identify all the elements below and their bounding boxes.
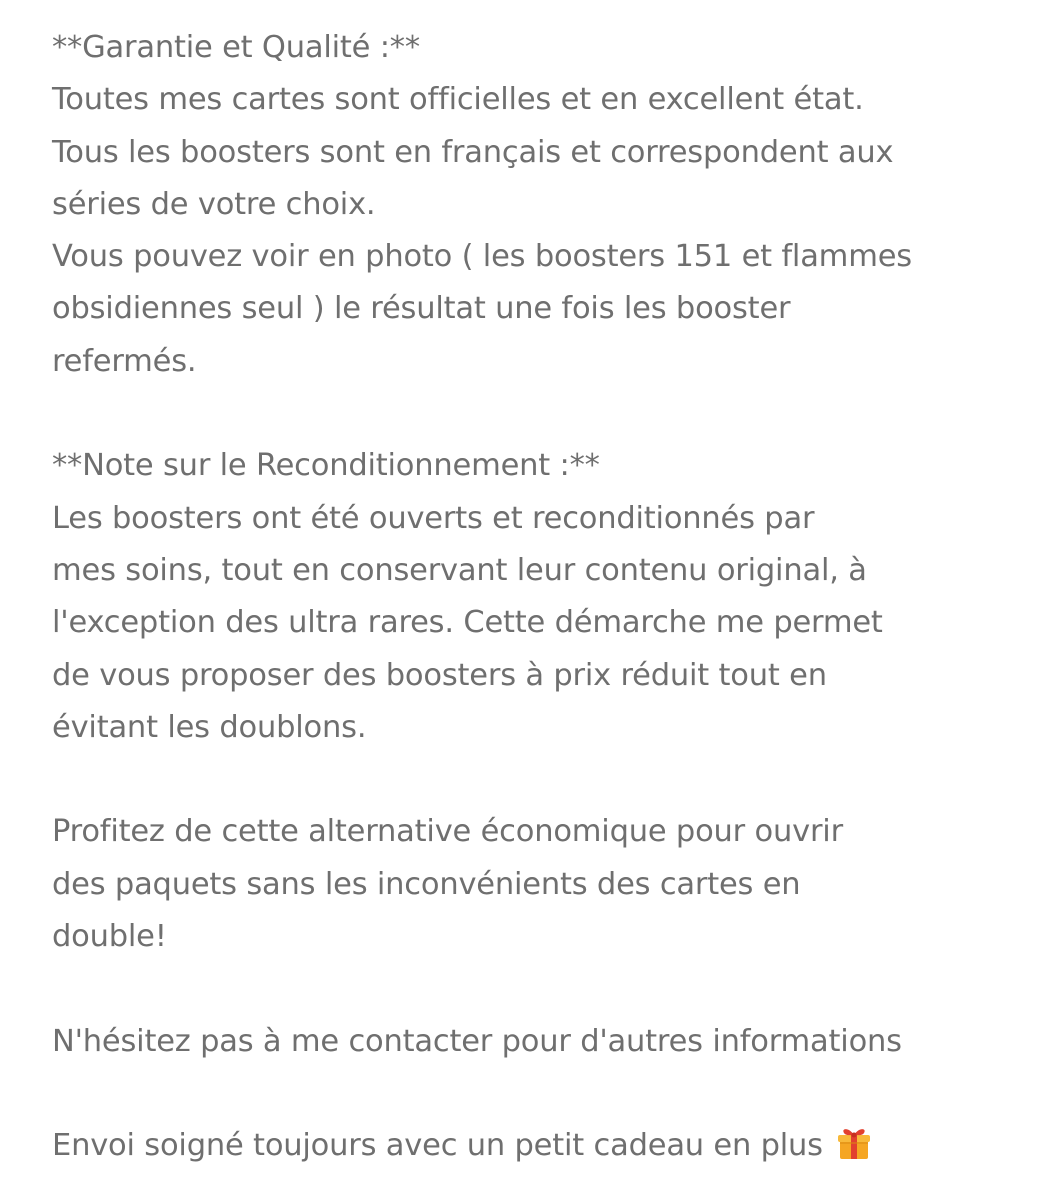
reconditioning-line: mes soins, tout en conservant leur contenu original, à [52,552,867,588]
quality-line: refermés. [52,343,197,379]
reconditioning-line: l'exception des ultra rares. Cette démarche me permet [52,605,883,641]
offer-line: double! [52,919,167,955]
gift-icon [836,1125,872,1161]
quality-heading: **Garantie et Qualité :** [52,30,420,65]
item-description [52,22,1012,1173]
quality-line: obsidiennes seul ) le résultat une fois les booster [52,291,791,327]
reconditioning-line: de vous proposer des boosters à prix réduit tout en [52,657,827,693]
offer-line: Profitez de cette alternative économique pour ouvrir [52,814,843,850]
quality-line: Toutes mes cartes sont officielles et en excellent état. [52,82,864,118]
offer-line: des paquets sans les inconvénients des cartes en [52,866,801,902]
reconditioning-line: évitant les doublons. [52,709,367,745]
paragraph-gap [52,963,1012,1015]
reconditioning-line: Les boosters ont été ouverts et reconditionnés par [52,500,815,536]
quality-line: Vous pouvez voir en photo ( les boosters 151 et flammes [52,239,912,275]
paragraph-gap [52,754,1012,806]
contact-line: N'hésitez pas à me contacter pour d'autres informations [52,1023,902,1059]
paragraph-gap [52,388,1012,440]
shipping-row [52,1120,1012,1172]
reconditioning-heading: **Note sur le Reconditionnement :** [52,448,600,484]
quality-line: séries de votre choix. [52,186,376,222]
quality-line: Tous les boosters sont en français et correspondent aux [52,134,894,170]
paragraph-gap [52,1068,1012,1120]
shipping-line: Envoi soigné toujours avec un petit cadeau en plus [52,1128,823,1164]
